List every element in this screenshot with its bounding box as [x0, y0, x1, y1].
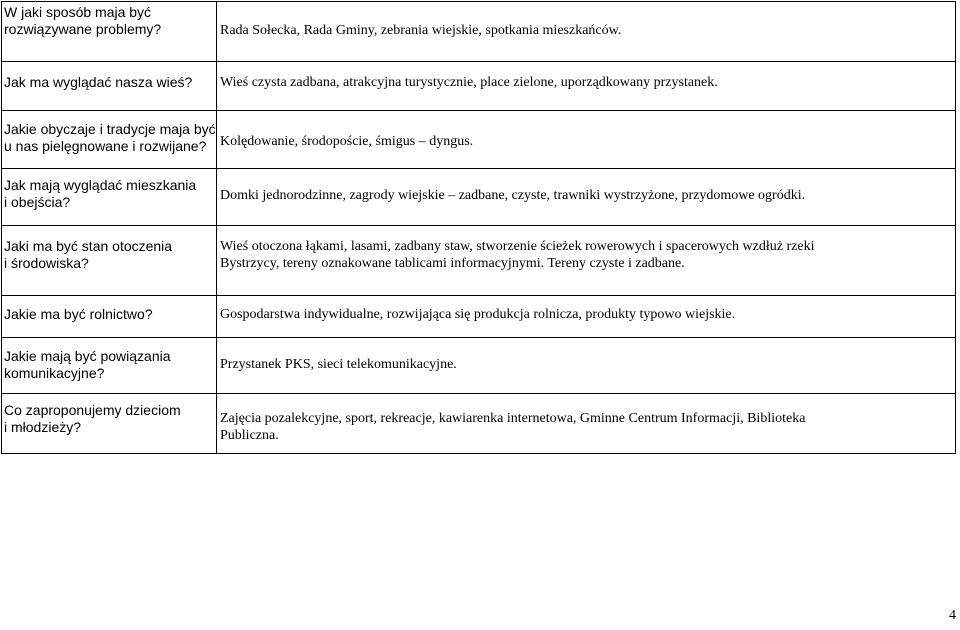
question-cell: [2, 111, 217, 169]
table-row: [2, 338, 956, 394]
question-text: Co zaproponujemy dzieciom i młodzieży?: [4, 402, 181, 435]
page-number: 4: [949, 608, 956, 623]
answer-cell: [217, 2, 956, 62]
question-cell: [2, 62, 217, 111]
question-text: Jakie mają być powiązania komunikacyjne?: [4, 348, 171, 381]
question-text: W jaki sposób maja być rozwiązywane problemy?: [4, 4, 162, 37]
question-cell: [2, 296, 217, 338]
question-text: Jak mają wyglądać mieszkania i obejścia?: [4, 177, 197, 210]
answer-text: Domki jednorodzinne, zagrody wiejskie – zadbane, czyste, trawniki wystrzyżone, przydomowe ogródki.: [220, 188, 806, 203]
table-row: [2, 296, 956, 338]
question-cell: [2, 338, 217, 394]
answer-text: Gospodarstwa indywidualne, rozwijająca się produkcja rolnicza, produkty typowo wiejskie.: [220, 307, 736, 322]
answer-cell: [217, 226, 956, 296]
answer-cell: [217, 394, 956, 454]
answer-cell: [217, 169, 956, 226]
table-row: [2, 394, 956, 454]
question-text: Jakie obyczaje i tradycje maja być u nas pielęgnowane i rozwijane?: [4, 121, 216, 154]
answer-text: Wieś czysta zadbana, atrakcyjna turystycznie, place zielone, uporządkowany przystanek.: [220, 75, 718, 90]
answer-text: Rada Sołecka, Rada Gminy, zebrania wiejskie, spotkania mieszkańców.: [220, 23, 622, 38]
table-row: [2, 111, 956, 169]
question-text: Jakie ma być rolnictwo?: [4, 306, 153, 322]
table-row: [2, 226, 956, 296]
answer-cell: [217, 338, 956, 394]
question-text: Jaki ma być stan otoczenia i środowiska?: [4, 238, 173, 271]
question-cell: [2, 394, 217, 454]
answer-text: Przystanek PKS, sieci telekomunikacyjne.: [220, 357, 457, 372]
questions-table: [1, 1, 956, 454]
answer-text: Wieś otoczona łąkami, lasami, zadbany staw, stworzenie ścieżek rowerowych i spacerowych wzdłuż rzeki Bystrzycy, tereny oznakowane tablicami informacyjnymi. Tereny czyste i zadbane.: [220, 239, 815, 271]
question-cell: [2, 169, 217, 226]
question-cell: [2, 2, 217, 62]
answer-text: Kolędowanie, środopoście, śmigus – dyngus.: [220, 134, 474, 149]
answer-cell: [217, 62, 956, 111]
question-cell: [2, 226, 217, 296]
table-row: [2, 62, 956, 111]
answer-text: Zajęcia pozalekcyjne, sport, rekreacje, kawiarenka internetowa, Gminne Centrum Informacji, Biblioteka Publiczna.: [220, 411, 806, 443]
answer-cell: [217, 111, 956, 169]
answer-cell: [217, 296, 956, 338]
table-row: [2, 2, 956, 62]
question-text: Jak ma wyglądać nasza wieś?: [4, 74, 193, 90]
table-row: [2, 169, 956, 226]
